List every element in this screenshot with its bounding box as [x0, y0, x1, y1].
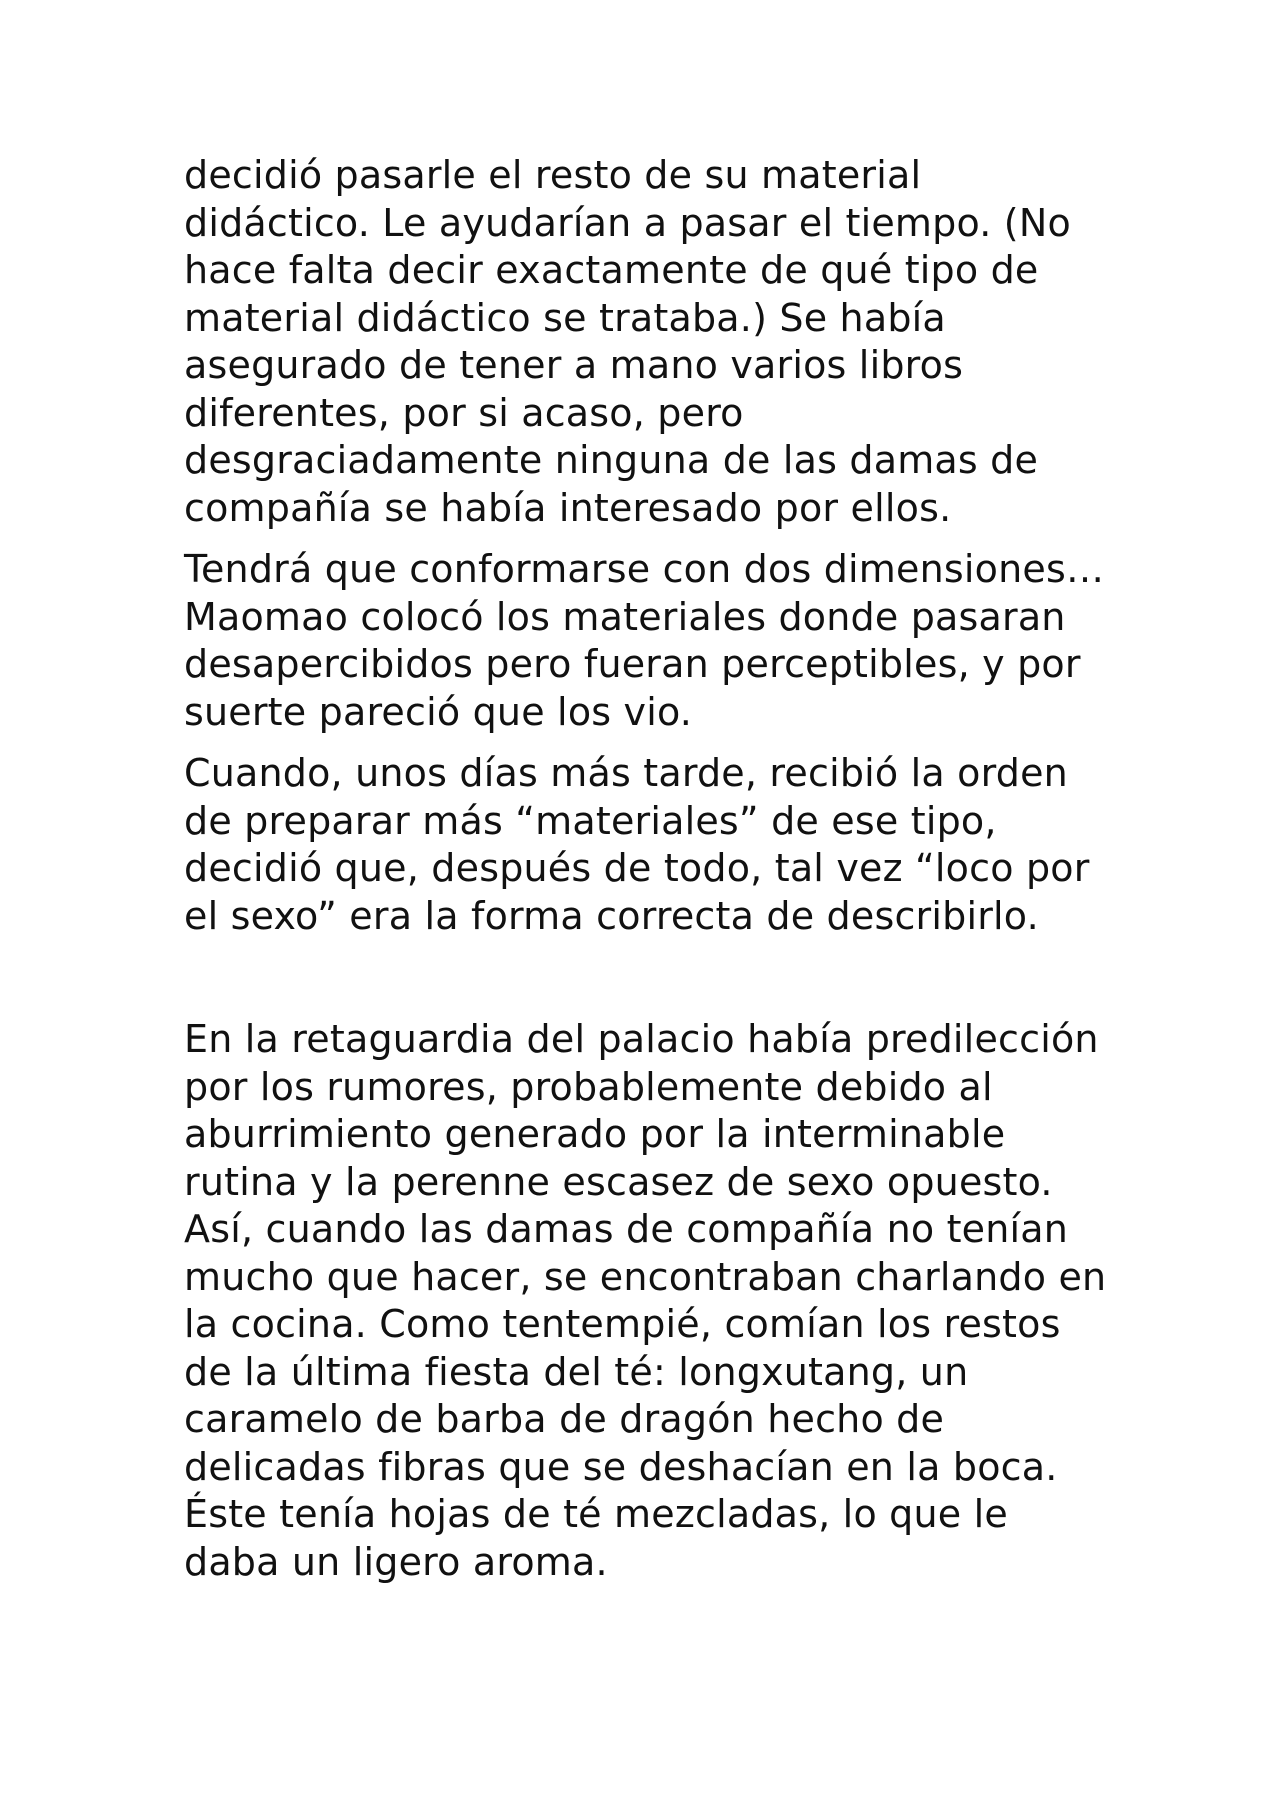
- paragraph-4: En la retaguardia del palacio había predilección por los rumores, probablemente debido al aburrimiento generado por la interminable rutina y la perenne escasez de sexo opuesto. Así, cuando las damas de compañía no tenían mucho que hacer, se encontraban charlando en la cocina. Como tentempié, comían los restos de la última fiesta del té: longxutang, un caramelo de barba de dragón hecho de delicadas fibras que se deshacían en la boca. Éste tenía hojas de té mezcladas, lo que le daba un ligero aroma.: [184, 1017, 1107, 1584]
- text-body: [184, 152, 1114, 1600]
- paragraph-3: Cuando, unos días más tarde, recibió la orden de preparar más “materiales” de ese tipo, decidió que, después de todo, tal vez “loco por el sexo” era la forma correcta de describirlo.: [184, 751, 1090, 938]
- section-break: [184, 954, 1114, 1016]
- paragraph-2: Tendrá que conformarse con dos dimensiones… Maomao colocó los materiales donde pasaran desapercibidos pero fueran perceptibles, y por suerte pareció que los vio.: [184, 547, 1105, 734]
- paragraph-1: decidió pasarle el resto de su material didáctico. Le ayudarían a pasar el tiempo. (No hace falta decir exactamente de qué tipo de material didáctico se trataba.) Se había asegurado de tener a mano varios libros diferentes, por si acaso, pero desgraciadamente ninguna de las damas de compañía se había interesado por ellos.: [184, 153, 1071, 530]
